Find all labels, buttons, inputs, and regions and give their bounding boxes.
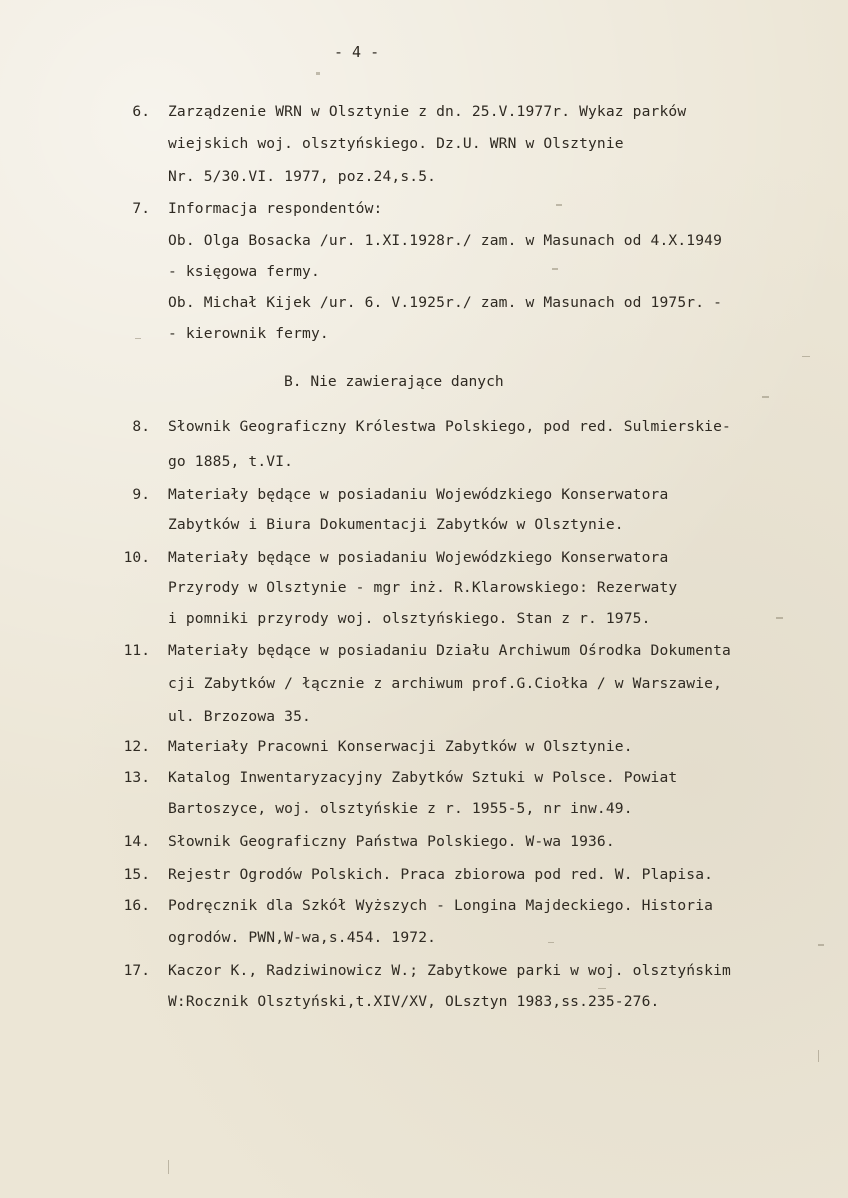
entry-number: 10. <box>123 549 150 566</box>
paper-speck <box>168 1160 169 1174</box>
entry-number: 7. <box>132 200 150 217</box>
entry-line: go 1885, t.VI. <box>168 453 294 470</box>
entry-line: Podręcznik dla Szkół Wyższych - Longina Majdeckiego. Historia <box>168 897 714 914</box>
entry-line: Materiały będące w posiadaniu Wojewódzkiego Konserwatora <box>168 549 669 566</box>
entry-number: 8. <box>132 418 150 435</box>
entry-line: ul. Brzozowa 35. <box>168 708 311 725</box>
entry-line: Materiały będące w posiadaniu Działu Archiwum Ośrodka Dokumenta <box>168 642 731 659</box>
entry-number: 15. <box>123 866 150 883</box>
entry-line: Zabytków i Biura Dokumentacji Zabytków w Olsztynie. <box>168 516 624 533</box>
entry-line: - kierownik fermy. <box>168 325 329 342</box>
entry-number: 17. <box>123 962 150 979</box>
entry-line: Kaczor K., Radziwinowicz W.; Zabytkowe parki w woj. olsztyńskim <box>168 962 731 979</box>
entry-line: Słownik Geograficzny Państwa Polskiego. W-wa 1936. <box>168 833 615 850</box>
paper-speck <box>762 396 769 398</box>
entry-line: - księgowa fermy. <box>168 263 320 280</box>
entry-line: Bartoszyce, woj. olsztyńskie z r. 1955-5, nr inw.49. <box>168 800 633 817</box>
paper-speck <box>552 268 558 270</box>
entry-number: 6. <box>132 103 150 120</box>
paper-speck <box>818 944 824 946</box>
entry-line: Materiały Pracowni Konserwacji Zabytków w Olsztynie. <box>168 738 633 755</box>
entry-line: Nr. 5/30.VI. 1977, poz.24,s.5. <box>168 168 437 185</box>
section-heading: B. Nie zawierające danych <box>284 373 504 390</box>
entry-line: Materiały będące w posiadaniu Wojewódzkiego Konserwatora <box>168 486 669 503</box>
entry-number: 13. <box>123 769 150 786</box>
entry-line: Katalog Inwentaryzacyjny Zabytków Sztuki w Polsce. Powiat <box>168 769 678 786</box>
paper-speck <box>598 988 606 989</box>
paper-speck <box>316 72 320 75</box>
paper-speck <box>556 204 562 206</box>
entry-line: i pomniki przyrody woj. olsztyńskiego. Stan z r. 1975. <box>168 610 651 627</box>
entry-line: Przyrody w Olsztynie - mgr inż. R.Klarowskiego: Rezerwaty <box>168 579 678 596</box>
paper-speck <box>135 338 141 339</box>
entry-number: 11. <box>123 642 150 659</box>
entry-number: 12. <box>123 738 150 755</box>
paper-speck <box>802 356 810 357</box>
entry-line: Ob. Michał Kijek /ur. 6. V.1925r./ zam. w Masunach od 1975r. - <box>168 294 723 311</box>
entry-line: Słownik Geograficzny Królestwa Polskiego, pod red. Sulmierskie- <box>168 418 731 435</box>
paper-speck <box>776 617 783 619</box>
entry-line: cji Zabytków / łącznie z archiwum prof.G.Ciołka / w Warszawie, <box>168 675 723 692</box>
entry-line: ogrodów. PWN,W-wa,s.454. 1972. <box>168 929 437 946</box>
entry-line: Zarządzenie WRN w Olsztynie z dn. 25.V.1977r. Wykaz parków <box>168 103 687 120</box>
entry-line: Informacja respondentów: <box>168 200 383 217</box>
entry-number: 16. <box>123 897 150 914</box>
entry-line: Rejestr Ogrodów Polskich. Praca zbiorowa pod red. W. Plapisa. <box>168 866 714 883</box>
entry-line: wiejskich woj. olsztyńskiego. Dz.U. WRN w Olsztynie <box>168 135 624 152</box>
entry-line: Ob. Olga Bosacka /ur. 1.XI.1928r./ zam. w Masunach od 4.X.1949 <box>168 232 723 249</box>
paper-speck <box>818 1050 819 1062</box>
page-number: - 4 - <box>334 43 380 61</box>
entry-number: 9. <box>132 486 150 503</box>
entry-line: W:Rocznik Olsztyński,t.XIV/XV, OLsztyn 1983,ss.235-276. <box>168 993 660 1010</box>
paper-speck <box>548 942 554 943</box>
entry-number: 14. <box>123 833 150 850</box>
